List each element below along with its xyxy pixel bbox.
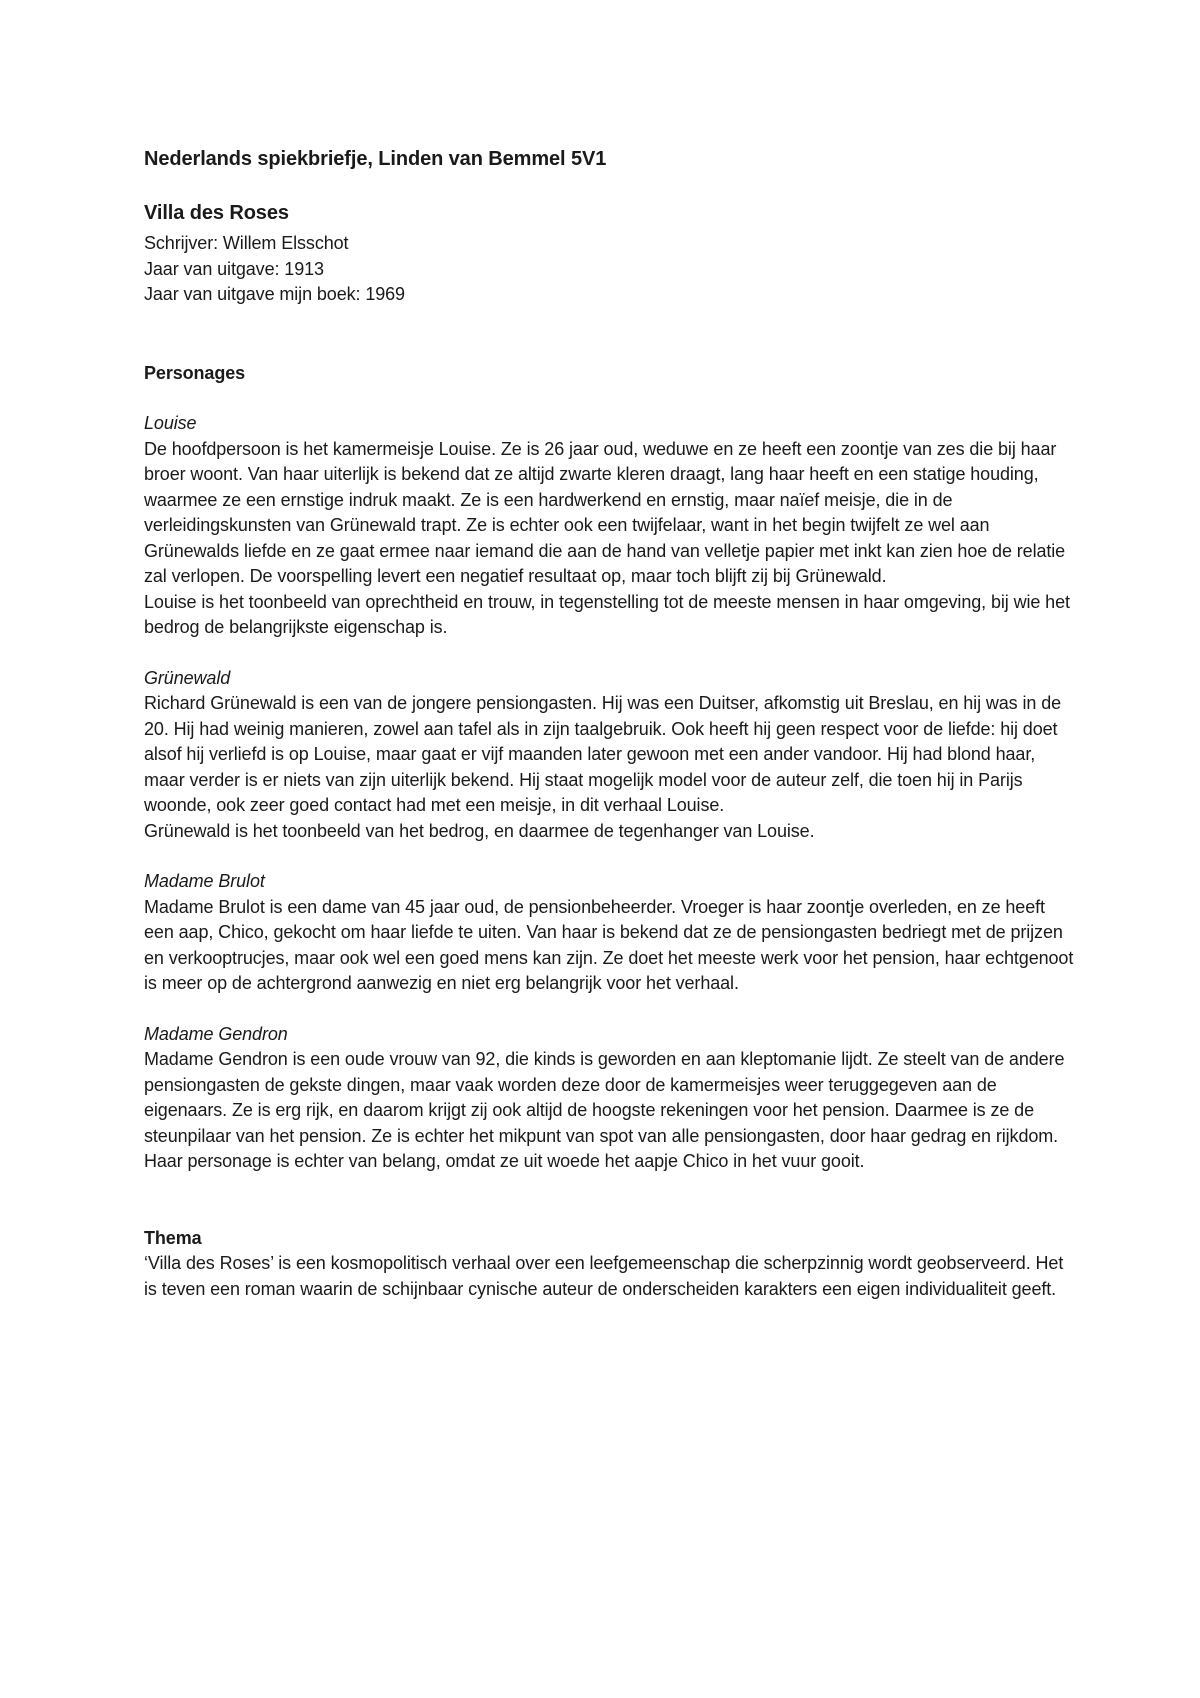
character-paragraph: Louise is het toonbeeld van oprechtheid en trouw, in tegenstelling tot de meeste mensen in haar omgeving, bij wie het bedrog de belangrijkste eigenschap is. — [144, 591, 1070, 637]
character-paragraph: Grünewald is het toonbeeld van het bedrog, en daarmee de tegenhanger van Louise. — [144, 820, 815, 841]
meta-my-edition-year: Jaar van uitgave mijn boek: 1969 — [144, 284, 405, 304]
character-name: Louise — [144, 413, 197, 433]
document-title: Nederlands spiekbriefje, Linden van Bemmel 5V1 — [144, 148, 607, 170]
character-paragraph: Madame Gendron is een oude vrouw van 92, die kinds is geworden en aan kleptomanie lijdt. Ze steelt van de andere pensiongasten de gekste dingen, maar vaak worden deze door de kamermeisjes weer teruggegeven aan de eigenaars. Ze is erg rijk, en daarom krijgt zij ook altijd de hoogste rekeningen voor het pension. Daarmee is ze de steunpilaar van het pension. Ze is echter het mikpunt van spot van alle pensiongasten, door haar gedrag en rijkdom. Haar personage is echter van belang, omdat ze uit woede het aapje Chico in het vuur gooit. — [144, 1049, 1065, 1171]
meta-publication-year: Jaar van uitgave: 1913 — [144, 258, 324, 279]
character-name: Madame Brulot — [144, 871, 265, 891]
character-madame-gendron — [144, 1022, 1074, 1175]
meta-author: Schrijver: Willem Elsschot — [144, 233, 349, 253]
character-louise — [144, 411, 1074, 641]
document-content — [144, 145, 1074, 1302]
character-paragraph: De hoofdpersoon is het kamermeisje Louise. Ze is 26 jaar oud, weduwe en ze heeft een zoontje van zes die bij haar broer woont. Van haar uiterlijk is bekend dat ze altijd zwarte kleren draagt, lang haar heeft en een statige houding, waarmee ze een ernstige indruk maakt. Ze is een hardwerkend en ernstig, maar naïef meisje, die in de verleidingskunsten van Grünewald trapt. Ze is echter ook een twijfelaar, want in het begin twijfelt ze wel aan Grünewalds liefde en ze gaat ermee naar iemand die aan de hand van velletje papier met inkt kan zien hoe de relatie zal verlopen. De voorspelling levert een negatief resultaat op, maar toch blijft zij bij Grünewald. — [144, 438, 1066, 586]
character-grunewald — [144, 666, 1074, 845]
character-name: Madame Gendron — [144, 1023, 288, 1044]
personages-heading: Personages — [144, 362, 246, 383]
book-title: Villa des Roses — [144, 202, 289, 224]
character-madame-brulot — [144, 869, 1074, 997]
character-paragraph: Richard Grünewald is een van de jongere pensiongasten. Hij was een Duitser, afkomstig uit Breslau, en hij was in de 20. Hij had weinig manieren, zowel aan tafel als in zijn taalgebruik. Ook heeft hij geen respect voor de liefde: hij doet alsof hij verliefd is op Louise, maar gaat er vijf maanden later gewoon met een ander vandoor. Hij had blond haar, maar verder is er niets van zijn uiterlijk bekend. Hij staat mogelijk model voor de auteur zelf, die toen hij in Parijs woonde, ook zeer goed contact had met een meisje, in dit verhaal Louise. — [144, 693, 1062, 815]
character-paragraph: Madame Brulot is een dame van 45 jaar oud, de pensionbeheerder. Vroeger is haar zoontje overleden, en ze heeft een aap, Chico, gekocht om haar liefde te uiten. Van haar is bekend dat ze de pensiongasten bedriegt met de prijzen en verkooptrucjes, maar ook wel een goed mens kan zijn. Ze doet het meeste werk voor het pension, haar echtgenoot is meer op de achtergrond aanwezig en niet erg belangrijk voor het verhaal. — [144, 896, 1074, 993]
theme-section — [144, 1226, 1074, 1303]
theme-heading: Thema — [144, 1227, 202, 1248]
character-name: Grünewald — [144, 667, 231, 688]
theme-text: ‘Villa des Roses’ is een kosmopolitisch verhaal over een leefgemeenschap die scherpzinnig wordt geobserveerd. Het is teven een roman waarin de schijnbaar cynische auteur de onderscheiden karakters een eigen individualiteit geeft. — [144, 1253, 1064, 1299]
